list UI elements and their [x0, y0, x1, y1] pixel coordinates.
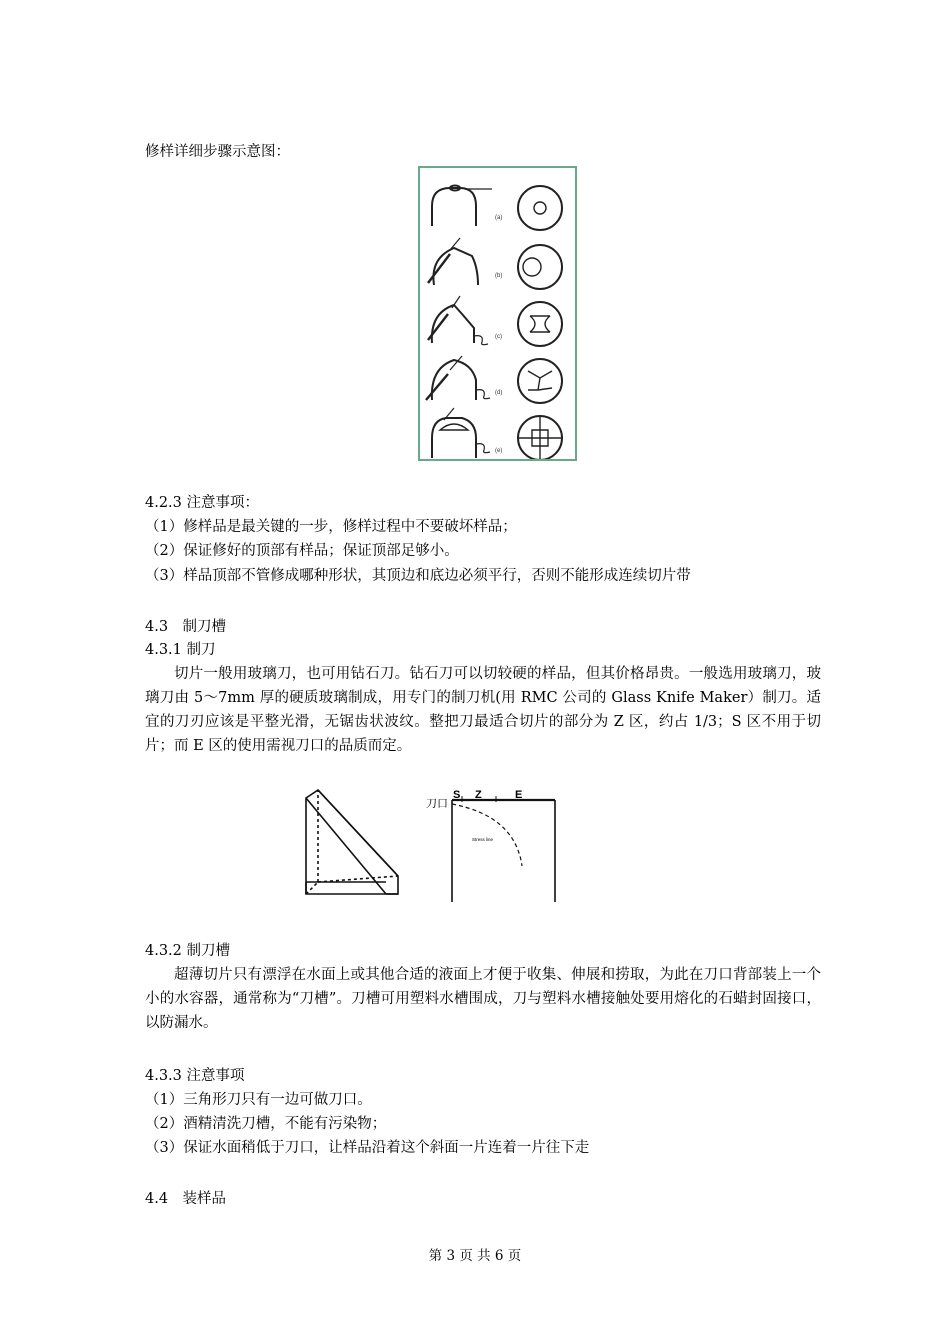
section-4-3-3-heading: 4.3.3 注意事项 [145, 1068, 245, 1084]
note-item: （1）三角形刀只有一边可做刀口。 [145, 1092, 372, 1108]
step-label-b: (b) [495, 273, 503, 279]
block-c [432, 305, 474, 343]
section-4-3-heading: 4.3 制刀槽 [145, 619, 227, 635]
page-footer: 第 3 页 共 6 页 [428, 1248, 522, 1264]
block-a [432, 188, 476, 226]
glass-knife-figure [300, 786, 570, 906]
note-item: （1）修样品是最关键的一步，修样过程中不要破坏样品； [145, 519, 517, 535]
note-item: （3）样品顶部不管修成哪种形状，其顶边和底边必须平行，否则不能形成连续切片带 [145, 568, 691, 584]
zone-s-label: S [453, 789, 461, 801]
face-c [518, 302, 562, 346]
note-item: （2）酒精清洗刀槽，不能有污染物； [145, 1116, 387, 1132]
step-label-e: (e) [495, 448, 503, 454]
zone-e-label: E [515, 789, 523, 801]
knife-edge-label: 刀口 [426, 798, 448, 810]
stress-line-label: Stress line [472, 837, 494, 842]
step-label-a: (a) [495, 215, 503, 221]
section-4-3-1-heading: 4.3.1 制刀 [145, 642, 216, 658]
zone-z-label: Z [475, 789, 482, 801]
section-4-4-heading: 4.4 装样品 [145, 1191, 227, 1207]
glass-knife-diagram [300, 786, 570, 906]
note-item: （2）保证修好的顶部有样品；保证顶部足够小。 [145, 543, 459, 559]
knife-trough-paragraph: 超薄切片只有漂浮在水面上或其他合适的液面上才便于收集、伸展和捞取，为此在刀口背部装上一个小的水容器，通常称为“刀槽”。刀槽可用塑料水槽围成，刀与塑料水槽接触处要用熔化的石蜡封固接口，以防漏水。 [145, 967, 821, 1031]
figure1-caption: 修样详细步骤示意图： [145, 144, 290, 160]
face-a [518, 186, 562, 230]
step-label-c: (c) [495, 334, 502, 340]
trimming-steps-figure [418, 166, 577, 461]
note-item: （3）保证水面稍低于刀口，让样品沿着这个斜面一片连着一片往下走 [145, 1140, 590, 1156]
section-4-3-2-heading: 4.3.2 制刀槽 [145, 943, 231, 959]
trimming-steps-diagram [420, 168, 575, 459]
section-4-2-3-heading: 4.2.3 注意事项： [145, 495, 260, 511]
face-b [518, 245, 562, 289]
glass-knife-paragraph: 切片一般用玻璃刀，也可用钻石刀。钻石刀可以切较硬的样品，但其价格昂贵。一般选用玻璃刀，玻璃刀由 5～7mm 厚的硬质玻璃制成，用专门的制刀机(用 RMC 公司的 Glass Knife Maker）制刀。适宜的刀刃应该是平整光滑，无锯齿状波纹。整把刀最适合切片的部分为 Z 区，约占 1/3；S 区不用于切片；而 E 区的使用需视刀口的品质而定。 [145, 666, 821, 754]
step-label-d: (d) [495, 390, 503, 396]
